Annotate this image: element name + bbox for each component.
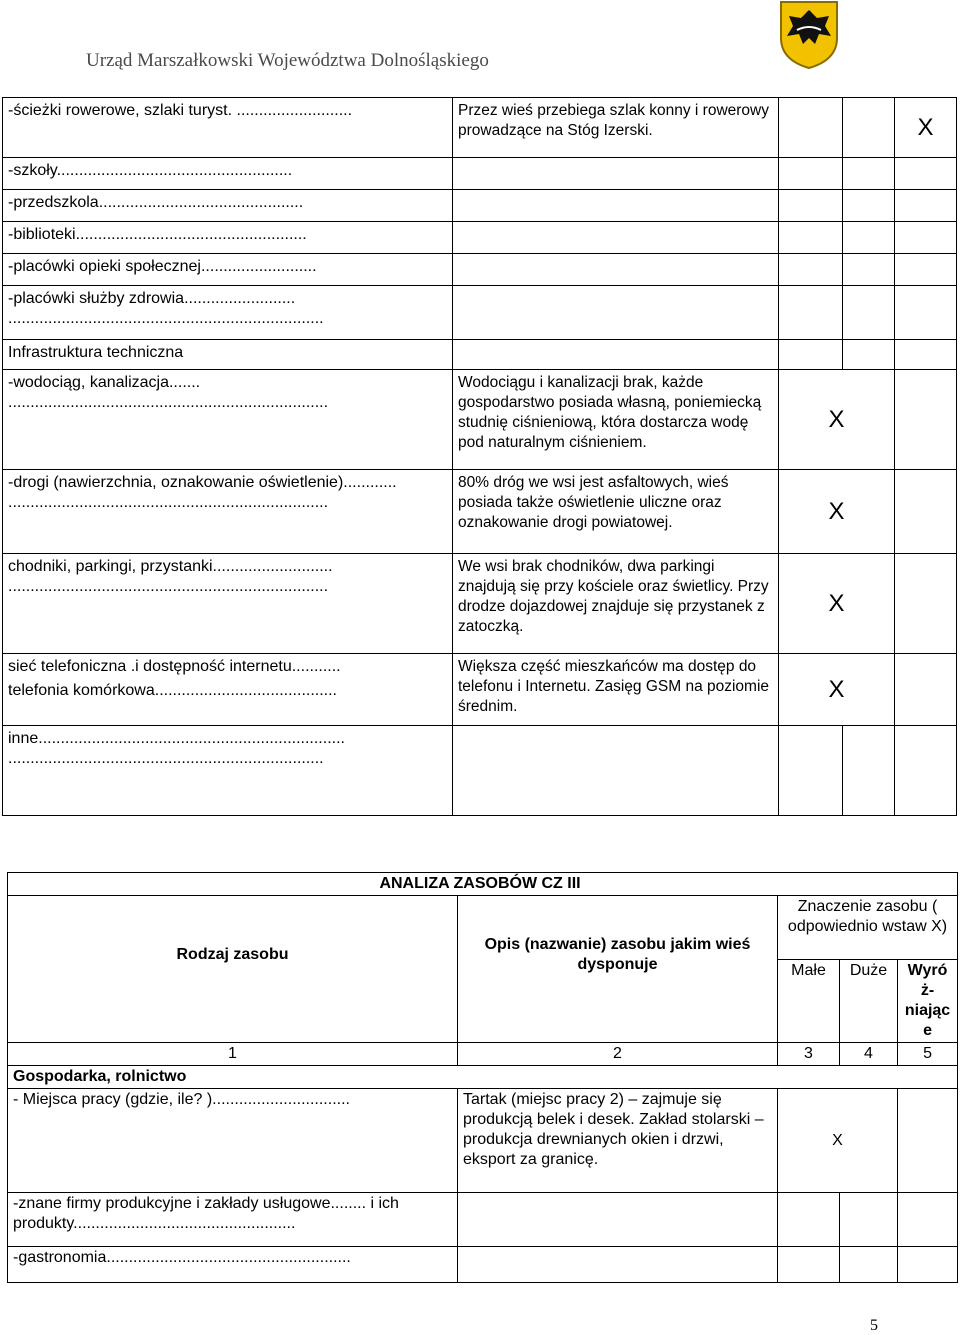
page-number: 5 xyxy=(870,1317,878,1334)
table-title: ANALIZA ZASOBÓW CZ III xyxy=(8,873,958,896)
sub-header: Duże xyxy=(840,960,898,1043)
section-title: Gospodarka, rolnictwo xyxy=(8,1066,958,1089)
row-label: -ścieżki rowerowe, szlaki turyst. .......................... xyxy=(3,98,453,158)
col-number: 4 xyxy=(840,1043,898,1066)
col-number: 3 xyxy=(778,1043,840,1066)
col-number: 5 xyxy=(898,1043,958,1066)
infrastructure-table xyxy=(2,97,957,816)
coat-of-arms-icon xyxy=(779,0,839,70)
row-label: chodniki, parkingi, przystanki........................... ........................................................................ xyxy=(3,554,453,654)
row-label: -znane firmy produkcyjne i zakłady usługowe........ i ich produkty.................................................. xyxy=(8,1193,458,1247)
mark-cell: X xyxy=(895,98,957,158)
row-label: -biblioteki.................................................... xyxy=(3,222,453,254)
column-header: Opis (nazwanie) zasobu jakim wieś dysponuje xyxy=(458,896,778,1043)
mark-cell: X xyxy=(779,470,895,554)
sub-header: Małe xyxy=(778,960,840,1043)
row-description: Większa część mieszkańców ma dostęp do telefonu i Internetu. Zasięg GSM na poziomie średnim. xyxy=(453,654,779,726)
mark-cell: X xyxy=(779,554,895,654)
row-label: inne..................................................................... ....................................................................... xyxy=(3,726,453,816)
row-description: Przez wieś przebiega szlak konny i rowerowy prowadzące na Stóg Izerski. xyxy=(453,98,779,158)
col-number: 1 xyxy=(8,1043,458,1066)
row-description: Tartak (miejsc pracy 2) – zajmuje się produkcją belek i desek. Zakład stolarski – produkcja drewnianych okien i drzwi, eksport za granicę. xyxy=(458,1089,778,1193)
mark-cell: X xyxy=(778,1089,898,1193)
column-header: Znaczenie zasobu ( odpowiednio wstaw X) xyxy=(778,896,958,960)
row-label: sieć telefoniczna .i dostępność internetu........... telefonia komórkowa......................................... xyxy=(3,654,453,726)
row-description: 80% dróg we wsi jest asfaltowych, wieś posiada także oświetlenie uliczne oraz oznakowanie drogi powiatowej. xyxy=(453,470,779,554)
row-label: -przedszkola.............................................. xyxy=(3,190,453,222)
mark-cell: X xyxy=(779,654,895,726)
row-label: -drogi (nawierzchnia, oznakowanie oświetlenie)............ ........................................................................ xyxy=(3,470,453,554)
resource-analysis-table xyxy=(7,872,958,1283)
mark-cell: X xyxy=(779,370,895,470)
header-title: Urząd Marszałkowski Województwa Dolnośląskiego xyxy=(86,50,489,71)
row-label: -placówki opieki społecznej.......................... xyxy=(3,254,453,286)
row-label: -gastronomia....................................................... xyxy=(8,1247,458,1283)
sub-header: Wyró ż- niając e xyxy=(898,960,958,1043)
row-description: Wodociągu i kanalizacji brak, każde gospodarstwo posiada własną, poniemiecką studnię ciśnieniową, która dostarcza wodę pod naturalnym ciśnieniem. xyxy=(453,370,779,470)
row-label: -placówki służby zdrowia......................... ....................................................................... xyxy=(3,286,453,340)
col-number: 2 xyxy=(458,1043,778,1066)
section-title: Infrastruktura techniczna xyxy=(3,340,453,370)
row-description: We wsi brak chodników, dwa parkingi znajdują się przy kościele oraz świetlicy. Przy drodze dojazdowej znajduje się przystanek z zatoczką. xyxy=(453,554,779,654)
row-label: -wodociąg, kanalizacja....... ........................................................................ xyxy=(3,370,453,470)
row-label: -szkoły..................................................... xyxy=(3,158,453,190)
row-label: - Miejsca pracy (gdzie, ile? )............................... xyxy=(8,1089,458,1193)
column-header: Rodzaj zasobu xyxy=(8,896,458,1043)
